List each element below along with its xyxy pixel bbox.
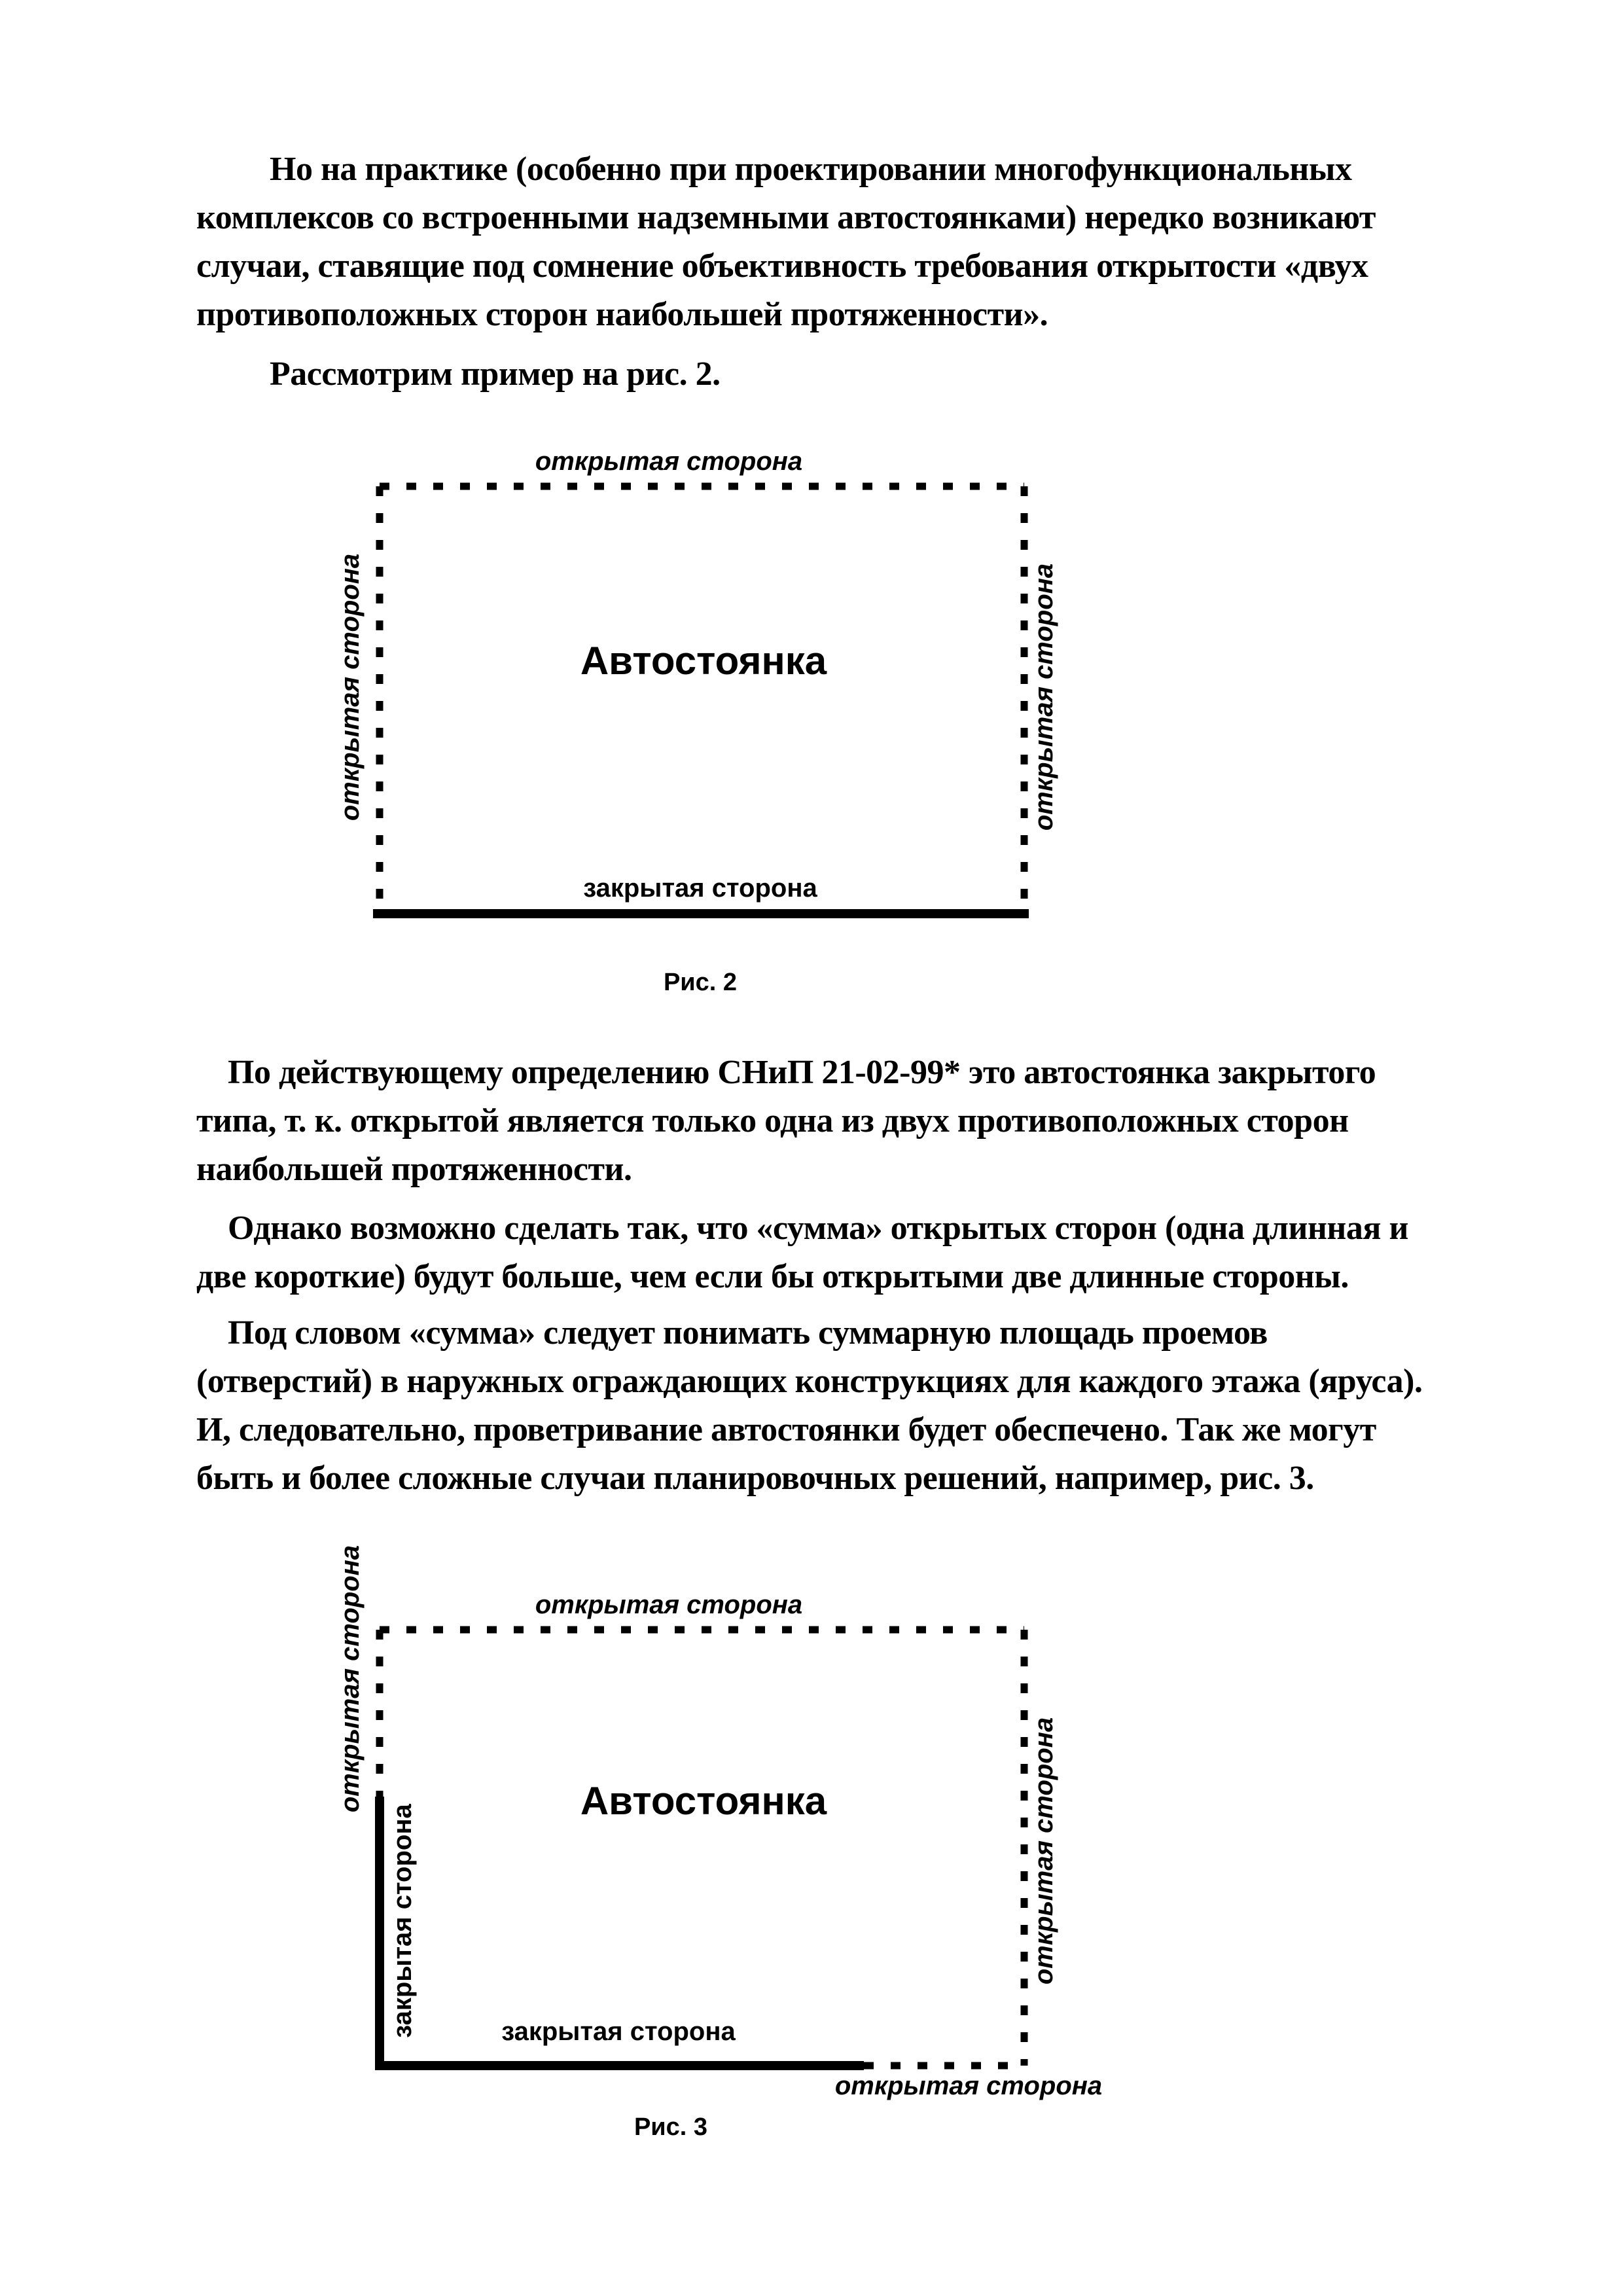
paragraph-line: По действующему определению СНиП 21-02-99* это автостоянка закрытого	[228, 1054, 1376, 1091]
fig2-top-label: открытая сторона	[535, 447, 803, 476]
paragraph-4	[196, 1204, 1408, 1301]
fig3-title: Автостоянка	[580, 1779, 827, 1823]
paragraph-line: Под словом «сумма» следует понимать суммарную площадь проемов	[228, 1314, 1268, 1352]
paragraph-line: комплексов со встроенными надземными автостоянками) нередко возникают	[196, 199, 1376, 236]
fig3-left-upper-label: открытая сторона	[336, 1545, 365, 1813]
fig3-bottom-label: закрытая сторона	[501, 2017, 736, 2046]
paragraph-line: Однако возможно сделать так, что «сумма» открытых сторон (одна длинная и	[228, 1210, 1408, 1247]
paragraph-line: две короткие) будут больше, чем если бы открытыми две длинные стороны.	[196, 1258, 1349, 1295]
paragraph-2	[270, 350, 721, 399]
paragraph-3	[196, 1049, 1376, 1194]
paragraph-line: Рассмотрим пример на рис. 2.	[270, 355, 721, 393]
paragraph-line: случаи, ставящие под сомнение объективность требования открытости «двух	[196, 247, 1368, 285]
fig3-left-lower-label: закрытая сторона	[388, 1804, 417, 2038]
fig3-bottom-right-label: открытая сторона	[834, 2072, 1103, 2100]
paragraph-line: типа, т. к. открытой является только одна из двух противоположных сторон	[196, 1102, 1349, 1139]
paragraph-line: быть и более сложные случаи планировочных решений, например, рис. 3.	[196, 1460, 1314, 1497]
paragraph-line: Но на практике (особенно при проектировании многофункциональных	[270, 151, 1352, 188]
fig2-bottom-label: закрытая сторона	[583, 874, 817, 903]
paragraph-line: наибольшей протяженности.	[196, 1151, 632, 1188]
fig3-caption: Рис. 3	[633, 2113, 708, 2141]
paragraph-1	[196, 145, 1376, 339]
paragraph-5	[196, 1309, 1422, 1503]
fig2-right-label: открытая сторона	[1029, 563, 1058, 831]
paragraph-line: И, следовательно, проветривание автостоянки будет обеспечено. Так же могут	[196, 1411, 1376, 1448]
paragraph-line: (отверстий) в наружных ограждающих конструкциях для каждого этажа (яруса).	[196, 1363, 1423, 1400]
fig3-right-label: открытая сторона	[1029, 1717, 1058, 1985]
paragraph-line: противоположных сторон наибольшей протяженности».	[196, 296, 1048, 333]
fig2-left-label: открытая сторона	[336, 553, 365, 821]
fig3-top-label: открытая сторона	[535, 1590, 803, 1619]
fig2-title: Автостоянка	[580, 639, 827, 683]
figure-2-diagram	[0, 432, 1623, 1008]
fig2-caption: Рис. 2	[663, 969, 738, 996]
figure-3-diagram	[0, 1545, 1623, 2160]
